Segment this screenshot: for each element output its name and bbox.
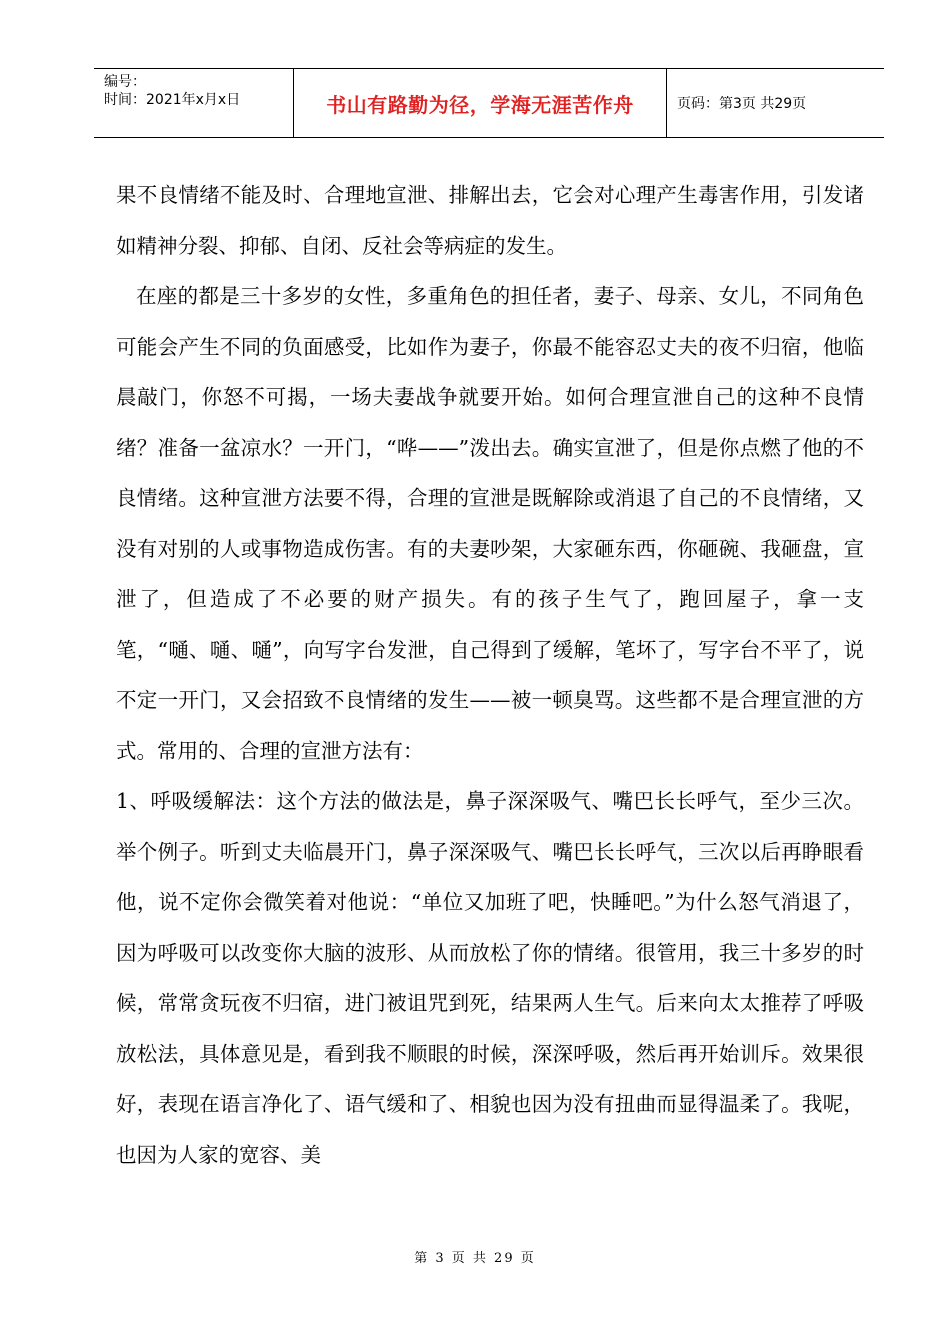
header-motto: 书山有路勤为径，学海无涯苦作舟 <box>294 69 667 137</box>
header-meta <box>94 69 294 137</box>
page-footer: 第 3 页 共 29 页 <box>414 1251 536 1266</box>
code-label: 编号： <box>104 74 146 90</box>
time-label: 时间：2021年x月x日 <box>104 92 241 108</box>
page-header <box>94 68 884 138</box>
header-page-info: 页码：第3页 共29页 <box>677 96 807 112</box>
paragraph-1: 果不良情绪不能及时、合理地宣泄、排解出去，它会对心理产生毒害作用，引发诸如精神分裂、抑郁、自闭、反社会等病症的发生。 <box>116 183 864 258</box>
paragraph-3: 1、呼吸缓解法：这个方法的做法是，鼻子深深吸气、嘴巴长长呼气，至少三次。举个例子。听到丈夫临晨开门，鼻子深深吸气、嘴巴长长呼气，三次以后再睁眼看他，说不定你会微笑着对他说：“单位又加班了吧，快睡吧。”为什么怒气消退了，因为呼吸可以改变你大脑的波形、从而放松了你的情绪。很管用，我三十多岁的时候，常常贪玩夜不归宿，进门被诅咒到死，结果两人生气。后来向太太推荐了呼吸放松法，具体意见是，看到我不顺眼的时候，深深呼吸，然后再开始训斥。效果很好，表现在语言净化了、语气缓和了、相貌也因为没有扭曲而显得温柔了。我呢，也因为人家的宽容、美 <box>116 789 864 1167</box>
document-body <box>116 170 864 1180</box>
paragraph-2: 在座的都是三十多岁的女性，多重角色的担任者，妻子、母亲、女儿，不同角色可能会产生不同的负面感受，比如作为妻子，你最不能容忍丈夫的夜不归宿，他临晨敲门，你怒不可揭，一场夫妻战争就要开始。如何合理宣泄自己的这种不良情绪？准备一盆凉水？一开门，“哗——”泼出去。确实宣泄了，但是你点燃了他的不良情绪。这种宣泄方法要不得，合理的宣泄是既解除或消退了自己的不良情绪，又没有对别的人或事物造成伤害。有的夫妻吵架，大家砸东西，你砸碗、我砸盘，宣泄了，但造成了不必要的财产损失。有的孩子生气了，跑回屋子，拿一支笔，“嗵、嗵、嗵”，向写字台发泄，自己得到了缓解，笔坏了，写字台不平了，说不定一开门，又会招致不良情绪的发生——被一顿臭骂。这些都不是合理宣泄的方式。常用的、合理的宣泄方法有： <box>116 284 864 763</box>
